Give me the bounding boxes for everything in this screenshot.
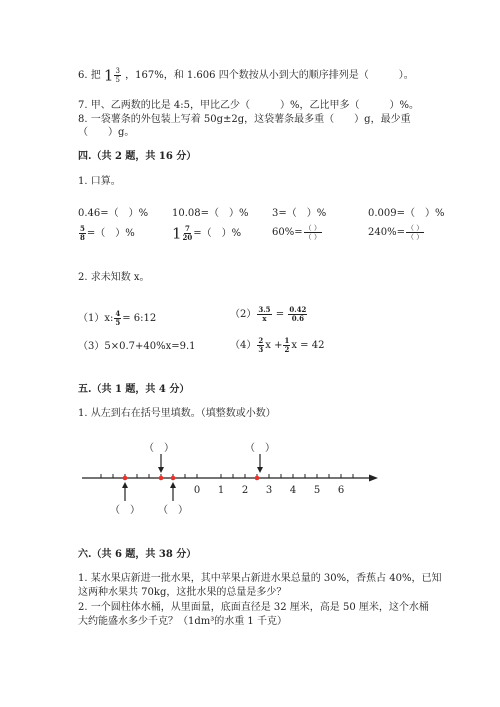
- number-line: [70, 440, 390, 520]
- mixed-number-fraction: $\frac{3}{5}$: [115, 67, 120, 84]
- oral-item-1: 0.46=（ ）%: [78, 208, 149, 219]
- answer-blank-bottom-1[interactable]: （ ）: [110, 505, 140, 516]
- red-point-2: [159, 476, 164, 481]
- oral-item-5: $\frac{5}{8}$ =（ ）%: [80, 224, 135, 242]
- tick-label-3: 3: [265, 485, 273, 496]
- tick-label-6: 6: [337, 485, 345, 496]
- equation-4: （4） $\frac{2}{3}$ x + $\frac{1}{2}$ x = 42: [230, 336, 325, 354]
- equation-3: （3）5×0.7+40%x=9.1: [78, 341, 196, 352]
- answer-blank-top-2[interactable]: （ ）: [245, 443, 275, 454]
- tick-label-5: 5: [313, 485, 321, 496]
- red-point-1: [123, 476, 128, 481]
- tick-label-2: 2: [241, 485, 249, 496]
- tick-label-1: 1: [217, 485, 225, 496]
- section-6-title: 六.（共 6 题，共 38 分）: [78, 549, 197, 560]
- question-7: 7. 甲、乙两数的比是 4:5，甲比乙少（ ）%，乙比甲多（ ）%。: [78, 100, 419, 111]
- equation-1: （1）x: $\frac{4}{5}$ = 6:12: [78, 309, 157, 327]
- section-5-title: 五.（共 1 题，共 4 分）: [78, 384, 190, 395]
- tick-label-0: 0: [193, 485, 201, 496]
- red-point-4: [255, 476, 260, 481]
- number-line-arrow: [369, 475, 378, 482]
- section-4-q2: 2. 求未知数 x。: [78, 272, 150, 283]
- answer-blank-top-1[interactable]: （ ）: [144, 443, 174, 454]
- oral-item-8: 240%= $\frac{( )}{( )}$: [368, 224, 424, 241]
- section-4-title: 四.（共 2 题，共 16 分）: [78, 151, 197, 162]
- number-line-ticks: [101, 474, 353, 478]
- section-6-q2-line1: 2. 一个圆柱体水桶，从里面量，底面直径是 32 厘米，高是 50 厘米，这个水桶: [78, 602, 429, 613]
- red-point-3: [171, 476, 176, 481]
- question-8-line2: （ ）g。: [78, 127, 135, 138]
- oral-item-6: 1 $\frac{7}{20}$ =（ ）%: [172, 224, 242, 243]
- mixed-number-whole: 1: [103, 66, 114, 85]
- section-6-q2-line2: 大约能盛水多少千克？（1dm³的水重 1 千克）: [78, 616, 287, 627]
- section-6-q1-line2: 这两种水果共 70kg，这批水果的总量是多少？: [78, 587, 287, 598]
- oral-item-7: 60%= $\frac{( )}{( )}$: [272, 224, 321, 241]
- question-6: 6. 把 1 $\frac{3}{5}$ ，167%，和 1.606 四个数按从小到大的顺序排列是（ ）。: [78, 66, 414, 85]
- answer-blank-bottom-2[interactable]: （ ）: [158, 505, 188, 516]
- oral-item-2: 10.08=（ ）%: [172, 208, 249, 219]
- question-8-line1: 8. 一袋薯条的外包装上写着 50g±2g，这袋薯条最多重（ ）g，最少重: [78, 114, 411, 125]
- tick-label-4: 4: [289, 485, 297, 496]
- section-6-q1-line1: 1. 某水果店新进一批水果，其中苹果占新进水果总量的 30%，香蕉占 40%，已知: [78, 573, 442, 584]
- section-5-q1: 1. 从左到右在括号里填数。（填整数或小数）: [78, 408, 276, 419]
- section-4-q1: 1. 口算。: [78, 176, 121, 187]
- oral-item-3: 3=（ ）%: [272, 208, 327, 219]
- oral-item-4: 0.009=（ ）%: [368, 208, 445, 219]
- equation-2: （2） $\frac{3.5}{x}$ = $\frac{0.42}{0.6}$: [230, 305, 307, 323]
